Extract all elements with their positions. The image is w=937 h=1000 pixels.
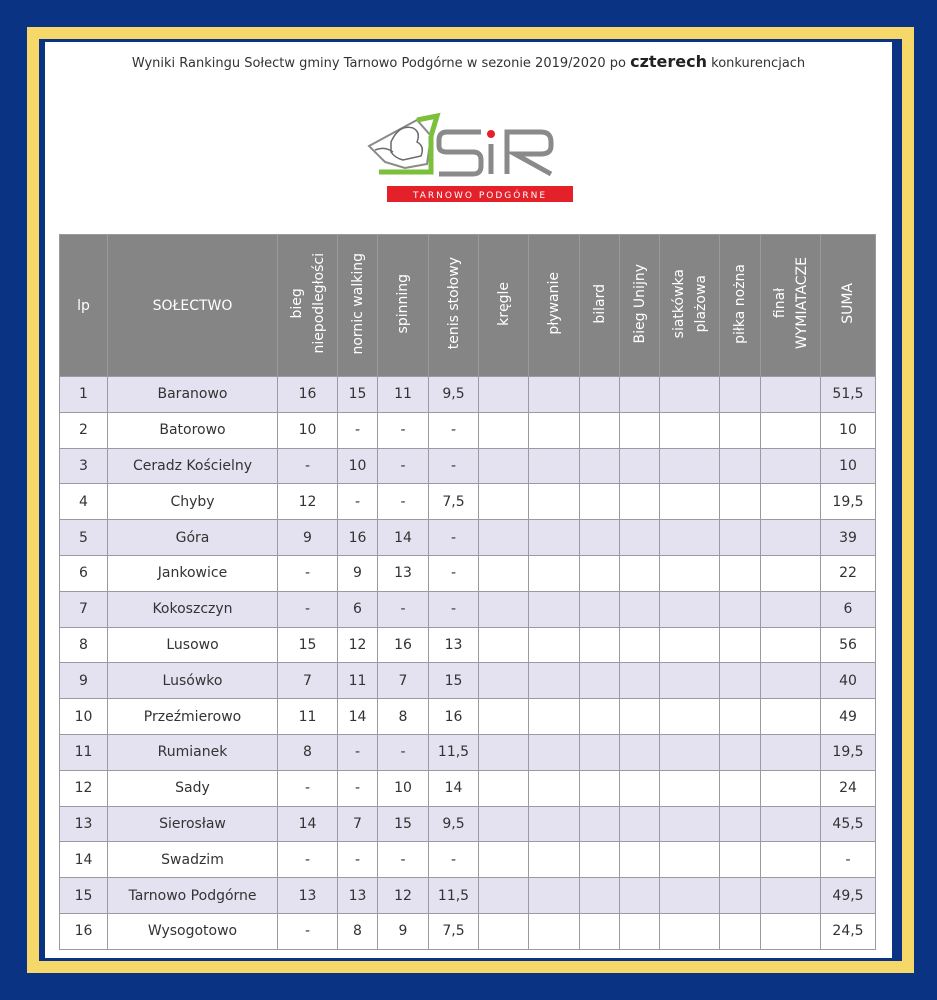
score-cell: - xyxy=(378,734,429,770)
score-cell xyxy=(580,591,620,627)
sum-cell: 19,5 xyxy=(821,734,876,770)
sum-cell: 24 xyxy=(821,770,876,806)
score-cell xyxy=(660,484,720,520)
table-row xyxy=(60,878,876,914)
score-cell xyxy=(720,520,761,556)
title-text-after: konkurencjach xyxy=(707,56,806,71)
score-cell xyxy=(660,878,720,914)
score-cell xyxy=(761,842,821,878)
score-cell: 11,5 xyxy=(429,878,479,914)
score-cell xyxy=(720,377,761,413)
sir-letters xyxy=(439,132,551,174)
score-cell xyxy=(660,627,720,663)
score-cell xyxy=(720,699,761,735)
table-row xyxy=(60,699,876,735)
table-row xyxy=(60,377,876,413)
score-cell xyxy=(720,842,761,878)
score-cell: 9,5 xyxy=(429,377,479,413)
score-cell xyxy=(660,699,720,735)
column-header xyxy=(529,235,580,377)
score-cell: 16 xyxy=(278,377,338,413)
score-cell xyxy=(529,663,580,699)
score-cell xyxy=(720,663,761,699)
column-header-label: kręgle xyxy=(495,281,512,326)
sum-cell: 10 xyxy=(821,448,876,484)
sum-cell: - xyxy=(821,842,876,878)
score-cell xyxy=(660,377,720,413)
rank-cell: 2 xyxy=(60,412,108,448)
score-cell: - xyxy=(338,412,378,448)
score-cell xyxy=(620,913,660,949)
score-cell: 10 xyxy=(338,448,378,484)
score-cell: 8 xyxy=(378,699,429,735)
column-header xyxy=(761,235,821,377)
score-cell xyxy=(479,627,529,663)
score-cell xyxy=(620,878,660,914)
score-cell xyxy=(660,555,720,591)
score-cell xyxy=(479,520,529,556)
ranking-document xyxy=(45,42,892,958)
score-cell xyxy=(580,734,620,770)
score-cell: 15 xyxy=(429,663,479,699)
table-row xyxy=(60,448,876,484)
score-cell: 13 xyxy=(278,878,338,914)
village-name-cell: Rumianek xyxy=(108,734,278,770)
score-cell: 10 xyxy=(378,770,429,806)
table-row xyxy=(60,770,876,806)
score-cell: - xyxy=(338,770,378,806)
score-cell xyxy=(479,555,529,591)
score-cell: 16 xyxy=(429,699,479,735)
score-cell xyxy=(720,806,761,842)
score-cell: 16 xyxy=(338,520,378,556)
score-cell xyxy=(580,842,620,878)
score-cell xyxy=(660,591,720,627)
sum-cell: 19,5 xyxy=(821,484,876,520)
score-cell xyxy=(761,806,821,842)
header-row xyxy=(60,235,876,377)
score-cell: 10 xyxy=(278,412,338,448)
title-text-bold: czterech xyxy=(630,52,707,71)
column-header-label: siatkówka plażowa xyxy=(670,268,709,339)
score-cell xyxy=(660,806,720,842)
sum-cell: 49 xyxy=(821,699,876,735)
score-cell xyxy=(580,412,620,448)
village-name-cell: Sierosław xyxy=(108,806,278,842)
rank-cell: 16 xyxy=(60,913,108,949)
score-cell xyxy=(529,520,580,556)
score-cell xyxy=(620,377,660,413)
column-header xyxy=(108,235,278,377)
rank-cell: 9 xyxy=(60,663,108,699)
score-cell xyxy=(529,770,580,806)
score-cell: 11 xyxy=(338,663,378,699)
score-cell xyxy=(580,806,620,842)
score-cell: 9 xyxy=(378,913,429,949)
score-cell xyxy=(620,806,660,842)
village-name-cell: Góra xyxy=(108,520,278,556)
score-cell xyxy=(761,377,821,413)
score-cell: 7,5 xyxy=(429,913,479,949)
score-cell xyxy=(720,448,761,484)
score-cell: 11 xyxy=(378,377,429,413)
rank-cell: 8 xyxy=(60,627,108,663)
score-cell xyxy=(620,448,660,484)
score-cell xyxy=(479,591,529,627)
score-cell xyxy=(620,627,660,663)
column-header xyxy=(479,235,529,377)
ranking-table xyxy=(59,234,876,950)
rank-cell: 14 xyxy=(60,842,108,878)
sum-cell: 39 xyxy=(821,520,876,556)
score-cell xyxy=(660,734,720,770)
column-header-label: lp xyxy=(77,297,90,314)
column-header-label: spinning xyxy=(395,273,411,334)
score-cell xyxy=(529,878,580,914)
sum-cell: 51,5 xyxy=(821,377,876,413)
score-cell xyxy=(580,878,620,914)
column-header-label: bieg niepodległości xyxy=(288,253,327,354)
sir-logo xyxy=(365,112,575,208)
score-cell: - xyxy=(338,484,378,520)
score-cell xyxy=(620,699,660,735)
score-cell xyxy=(479,806,529,842)
score-cell: 14 xyxy=(338,699,378,735)
score-cell xyxy=(620,770,660,806)
score-cell xyxy=(580,377,620,413)
score-cell xyxy=(479,448,529,484)
score-cell xyxy=(761,770,821,806)
column-header xyxy=(580,235,620,377)
score-cell xyxy=(580,448,620,484)
score-cell xyxy=(529,484,580,520)
score-cell xyxy=(580,627,620,663)
column-header xyxy=(338,235,378,377)
score-cell: 9 xyxy=(278,520,338,556)
score-cell xyxy=(580,699,620,735)
sum-cell: 45,5 xyxy=(821,806,876,842)
score-cell: - xyxy=(429,412,479,448)
village-name-cell: Lusowo xyxy=(108,627,278,663)
score-cell: - xyxy=(429,448,479,484)
score-cell: - xyxy=(378,448,429,484)
score-cell xyxy=(660,448,720,484)
score-cell: 7 xyxy=(378,663,429,699)
score-cell: - xyxy=(278,591,338,627)
score-cell xyxy=(761,412,821,448)
score-cell xyxy=(660,520,720,556)
column-header xyxy=(378,235,429,377)
score-cell xyxy=(479,770,529,806)
column-header-label: SOŁECTWO xyxy=(152,297,233,314)
score-cell xyxy=(580,520,620,556)
score-cell: 11,5 xyxy=(429,734,479,770)
score-cell xyxy=(479,663,529,699)
rank-cell: 3 xyxy=(60,448,108,484)
score-cell xyxy=(529,913,580,949)
village-name-cell: Baranowo xyxy=(108,377,278,413)
rank-cell: 13 xyxy=(60,806,108,842)
score-cell xyxy=(529,591,580,627)
score-cell xyxy=(479,734,529,770)
score-cell xyxy=(761,734,821,770)
score-cell: 6 xyxy=(338,591,378,627)
rank-cell: 12 xyxy=(60,770,108,806)
table-row xyxy=(60,842,876,878)
score-cell xyxy=(620,484,660,520)
rank-cell: 6 xyxy=(60,555,108,591)
score-cell: 7 xyxy=(278,663,338,699)
score-cell xyxy=(580,913,620,949)
village-name-cell: Swadzim xyxy=(108,842,278,878)
village-name-cell: Batorowo xyxy=(108,412,278,448)
column-header xyxy=(660,235,720,377)
score-cell xyxy=(720,878,761,914)
score-cell xyxy=(761,663,821,699)
score-cell: 12 xyxy=(278,484,338,520)
sum-cell: 24,5 xyxy=(821,913,876,949)
score-cell xyxy=(660,913,720,949)
score-cell: 12 xyxy=(338,627,378,663)
column-header-label: Bieg Unijny xyxy=(631,263,648,344)
score-cell xyxy=(720,412,761,448)
score-cell: - xyxy=(338,842,378,878)
column-header-label: pływanie xyxy=(546,272,562,335)
rank-cell: 11 xyxy=(60,734,108,770)
score-cell xyxy=(720,734,761,770)
score-cell xyxy=(479,878,529,914)
score-cell xyxy=(620,591,660,627)
column-header-label: nornic walking xyxy=(349,252,366,355)
column-header xyxy=(620,235,660,377)
score-cell: 7 xyxy=(338,806,378,842)
score-cell xyxy=(479,913,529,949)
score-cell: - xyxy=(429,520,479,556)
score-cell xyxy=(620,412,660,448)
score-cell xyxy=(479,377,529,413)
score-cell: - xyxy=(278,842,338,878)
rank-cell: 7 xyxy=(60,591,108,627)
score-cell: 15 xyxy=(338,377,378,413)
score-cell xyxy=(529,555,580,591)
score-cell xyxy=(620,663,660,699)
score-cell: - xyxy=(429,842,479,878)
sum-cell: 40 xyxy=(821,663,876,699)
score-cell xyxy=(660,842,720,878)
score-cell xyxy=(660,412,720,448)
score-cell: 8 xyxy=(338,913,378,949)
village-name-cell: Przeźmierowo xyxy=(108,699,278,735)
village-name-cell: Jankowice xyxy=(108,555,278,591)
score-cell xyxy=(720,484,761,520)
logo-subtitle: TARNOWO PODGÓRNE xyxy=(412,191,548,201)
page-title xyxy=(45,52,892,71)
score-cell xyxy=(620,842,660,878)
score-cell xyxy=(580,663,620,699)
column-header xyxy=(821,235,876,377)
village-name-cell: Chyby xyxy=(108,484,278,520)
sum-cell: 49,5 xyxy=(821,878,876,914)
rank-cell: 1 xyxy=(60,377,108,413)
sum-cell: 56 xyxy=(821,627,876,663)
griffin-icon xyxy=(369,116,437,172)
score-cell xyxy=(761,878,821,914)
i-dot xyxy=(487,130,495,138)
score-cell: 14 xyxy=(278,806,338,842)
column-header xyxy=(60,235,108,377)
village-name-cell: Sady xyxy=(108,770,278,806)
score-cell: 9 xyxy=(338,555,378,591)
table-row xyxy=(60,555,876,591)
score-cell xyxy=(761,448,821,484)
score-cell xyxy=(529,448,580,484)
score-cell xyxy=(761,484,821,520)
sum-cell: 22 xyxy=(821,555,876,591)
table-body xyxy=(60,377,876,950)
score-cell: - xyxy=(278,913,338,949)
score-cell xyxy=(479,699,529,735)
table-row xyxy=(60,591,876,627)
score-cell: 15 xyxy=(378,806,429,842)
score-cell: 13 xyxy=(378,555,429,591)
score-cell xyxy=(720,555,761,591)
score-cell xyxy=(529,842,580,878)
score-cell: - xyxy=(278,448,338,484)
score-cell xyxy=(720,913,761,949)
score-cell xyxy=(761,627,821,663)
score-cell xyxy=(720,591,761,627)
score-cell xyxy=(580,484,620,520)
score-cell: - xyxy=(378,484,429,520)
village-name-cell: Lusówko xyxy=(108,663,278,699)
score-cell: 13 xyxy=(338,878,378,914)
score-cell: - xyxy=(338,734,378,770)
score-cell: 14 xyxy=(429,770,479,806)
table-row xyxy=(60,520,876,556)
score-cell: 12 xyxy=(378,878,429,914)
score-cell xyxy=(761,699,821,735)
column-header xyxy=(429,235,479,377)
score-cell xyxy=(580,770,620,806)
table-row xyxy=(60,484,876,520)
sum-cell: 6 xyxy=(821,591,876,627)
table-row xyxy=(60,627,876,663)
score-cell xyxy=(761,591,821,627)
sum-cell: 10 xyxy=(821,412,876,448)
column-header-label: finał WYMIATACZE xyxy=(771,257,810,350)
score-cell xyxy=(580,555,620,591)
score-cell xyxy=(620,734,660,770)
column-header-label: tenis stołowy xyxy=(445,257,462,350)
score-cell: 16 xyxy=(378,627,429,663)
score-cell xyxy=(761,520,821,556)
score-cell: - xyxy=(429,591,479,627)
village-name-cell: Ceradz Kościelny xyxy=(108,448,278,484)
score-cell: 13 xyxy=(429,627,479,663)
score-cell xyxy=(529,412,580,448)
score-cell xyxy=(660,770,720,806)
score-cell xyxy=(479,412,529,448)
column-header xyxy=(720,235,761,377)
score-cell: - xyxy=(429,555,479,591)
title-text-before: Wyniki Rankingu Sołectw gminy Tarnowo Podgórne w sezonie 2019/2020 po xyxy=(131,56,631,71)
table-row xyxy=(60,913,876,949)
score-cell: 8 xyxy=(278,734,338,770)
score-cell xyxy=(529,699,580,735)
table-row xyxy=(60,663,876,699)
score-cell: - xyxy=(278,770,338,806)
column-header xyxy=(278,235,338,377)
score-cell xyxy=(479,484,529,520)
rank-cell: 10 xyxy=(60,699,108,735)
score-cell xyxy=(720,627,761,663)
rank-cell: 4 xyxy=(60,484,108,520)
table-row xyxy=(60,806,876,842)
score-cell xyxy=(761,555,821,591)
village-name-cell: Wysogotowo xyxy=(108,913,278,949)
score-cell xyxy=(529,627,580,663)
score-cell: - xyxy=(378,591,429,627)
score-cell: - xyxy=(378,412,429,448)
rank-cell: 15 xyxy=(60,878,108,914)
score-cell: - xyxy=(278,555,338,591)
score-cell: - xyxy=(378,842,429,878)
column-header-label: bilard xyxy=(591,283,608,324)
column-header-label: SUMA xyxy=(840,283,856,324)
score-cell xyxy=(761,913,821,949)
score-cell xyxy=(660,663,720,699)
score-cell: 11 xyxy=(278,699,338,735)
village-name-cell: Tarnowo Podgórne xyxy=(108,878,278,914)
score-cell: 15 xyxy=(278,627,338,663)
score-cell xyxy=(479,842,529,878)
score-cell xyxy=(529,377,580,413)
score-cell xyxy=(529,734,580,770)
column-header-label: piłka nożna xyxy=(732,263,748,344)
table-row xyxy=(60,734,876,770)
score-cell xyxy=(620,555,660,591)
table-row xyxy=(60,412,876,448)
score-cell: 14 xyxy=(378,520,429,556)
score-cell xyxy=(620,520,660,556)
score-cell xyxy=(720,770,761,806)
score-cell: 7,5 xyxy=(429,484,479,520)
village-name-cell: Kokoszczyn xyxy=(108,591,278,627)
rank-cell: 5 xyxy=(60,520,108,556)
score-cell xyxy=(529,806,580,842)
score-cell: 9,5 xyxy=(429,806,479,842)
